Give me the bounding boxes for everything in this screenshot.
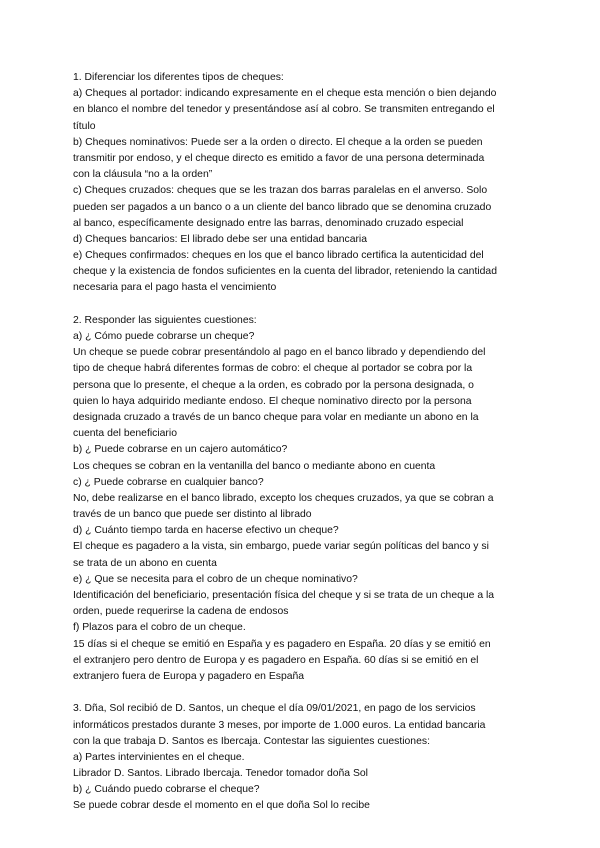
text-line: cheque y la existencia de fondos suficientes en la cuenta del librador, reteniendo la cantidad xyxy=(73,266,497,278)
text-line: c) Cheques cruzados: cheques que se les trazan dos barras paralelas en el anverso. Solo xyxy=(73,185,488,197)
text-line: al banco, específicamente designado entre las barras, denominado cruzado especial xyxy=(73,217,464,229)
text-line: informáticos prestados durante 3 meses, por importe de 1.000 euros. La entidad bancaria xyxy=(73,719,486,731)
answer-line: extranjero fuera de Europa y pagadero en España xyxy=(73,670,305,682)
answer-line: 15 días si el cheque se emitió en España y es pagadero en España. 20 días y se emitió en xyxy=(73,638,491,650)
text-line: en blanco el nombre del tenedor y presentándose así al cobro. Se transmiten entregando el xyxy=(73,104,495,116)
answer-line: Librador D. Santos. Librado Ibercaja. Tenedor tomador doña Sol xyxy=(73,768,368,780)
document-body xyxy=(73,70,533,815)
answer-line: designada cruzado a través de un banco cheque para volar en mediante un abono en la xyxy=(73,411,479,423)
question-line: b) ¿ Puede cobrarse en un cajero automático? xyxy=(73,444,288,456)
answer-line: Un cheque se puede cobrar presentándolo al pago en el banco librado y dependiendo del xyxy=(73,347,486,359)
text-line: b) Cheques nominativos: Puede ser a la orden o directo. El cheque a la orden se pueden xyxy=(73,136,483,148)
answer-line: través de un banco que puede ser distinto al librado xyxy=(73,509,312,521)
answer-line: tipo de cheque habrá diferentes formas de cobro: el cheque al portador se cobra por la xyxy=(73,363,473,375)
answer-line: Los cheques se cobran en la ventanilla del banco o mediante abono en cuenta xyxy=(73,460,436,472)
text-line: necesaria para el pago hasta el vencimiento xyxy=(73,282,277,294)
section-heading: 1. Diferenciar los diferentes tipos de cheques: xyxy=(73,72,284,83)
answer-line: cuenta del beneficiario xyxy=(73,428,177,440)
section-3-case-study xyxy=(73,701,533,814)
question-line: d) ¿ Cuánto tiempo tarda en hacerse efectivo un cheque? xyxy=(73,525,339,537)
question-line: a) Partes intervinientes en el cheque. xyxy=(73,751,245,763)
section-heading: 3. Dña, Sol recibió de D. Santos, un cheque el día 09/01/2021, en pago de los servicios xyxy=(73,703,476,715)
question-line: c) ¿ Puede cobrarse en cualquier banco? xyxy=(73,476,264,488)
answer-line: orden, puede requerirse la cadena de endosos xyxy=(73,606,289,618)
text-line: transmitir por endoso, y el cheque directo es emitido a favor de una persona determinada xyxy=(73,152,485,164)
answer-line: persona que lo presente, el cheque a la orden, es cobrado por la persona designada, o xyxy=(73,379,474,391)
text-line: a) Cheques al portador: indicando expresamente en el cheque esta mención o bien dejando xyxy=(73,88,497,100)
text-line: pueden ser pagados a un banco o a un cliente del banco librado que se denomina cruzado xyxy=(73,201,492,213)
text-line: d) Cheques bancarios: El librado debe ser una entidad bancaria xyxy=(73,233,368,245)
question-line: a) ¿ Cómo puede cobrarse un cheque? xyxy=(73,331,255,342)
answer-line: Se puede cobrar desde el momento en el que doña Sol lo recibe xyxy=(73,800,370,812)
text-line: título xyxy=(73,120,96,132)
text-line: e) Cheques confirmados: cheques en los que el banco librado certifica la autenticidad del xyxy=(73,250,484,262)
answer-line: se trata de un abono en cuenta xyxy=(73,557,217,569)
answer-line: No, debe realizarse en el banco librado, excepto los cheques cruzados, ya que se cobran a xyxy=(73,492,494,504)
answer-line: el extranjero pero dentro de Europa y es pagadero en España. 60 días si se emitió en el xyxy=(73,654,479,666)
section-heading: 2. Responder las siguientes cuestiones: xyxy=(73,314,257,326)
question-line: b) ¿ Cuándo puedo cobrarse el cheque? xyxy=(73,784,260,796)
section-2-questions xyxy=(73,313,533,685)
question-line: f) Plazos para el cobro de un cheque. xyxy=(73,622,246,634)
text-line: con la cláusula “no a la orden” xyxy=(73,169,213,181)
answer-line: quien lo haya adquirido mediante endoso. El cheque nominativo directo por la persona xyxy=(73,395,472,407)
question-line: e) ¿ Que se necesita para el cobro de un cheque nominativo? xyxy=(73,573,358,585)
answer-line: Identificación del beneficiario, presentación física del cheque y si se trata de un cheque a la xyxy=(73,590,495,601)
answer-line: El cheque es pagadero a la vista, sin embargo, puede variar según políticas del banco y si xyxy=(73,541,489,553)
section-1-cheque-types xyxy=(73,70,533,297)
text-line: con la que trabaja D. Santos es Ibercaja. Contestar las siguientes cuestiones: xyxy=(73,735,430,747)
